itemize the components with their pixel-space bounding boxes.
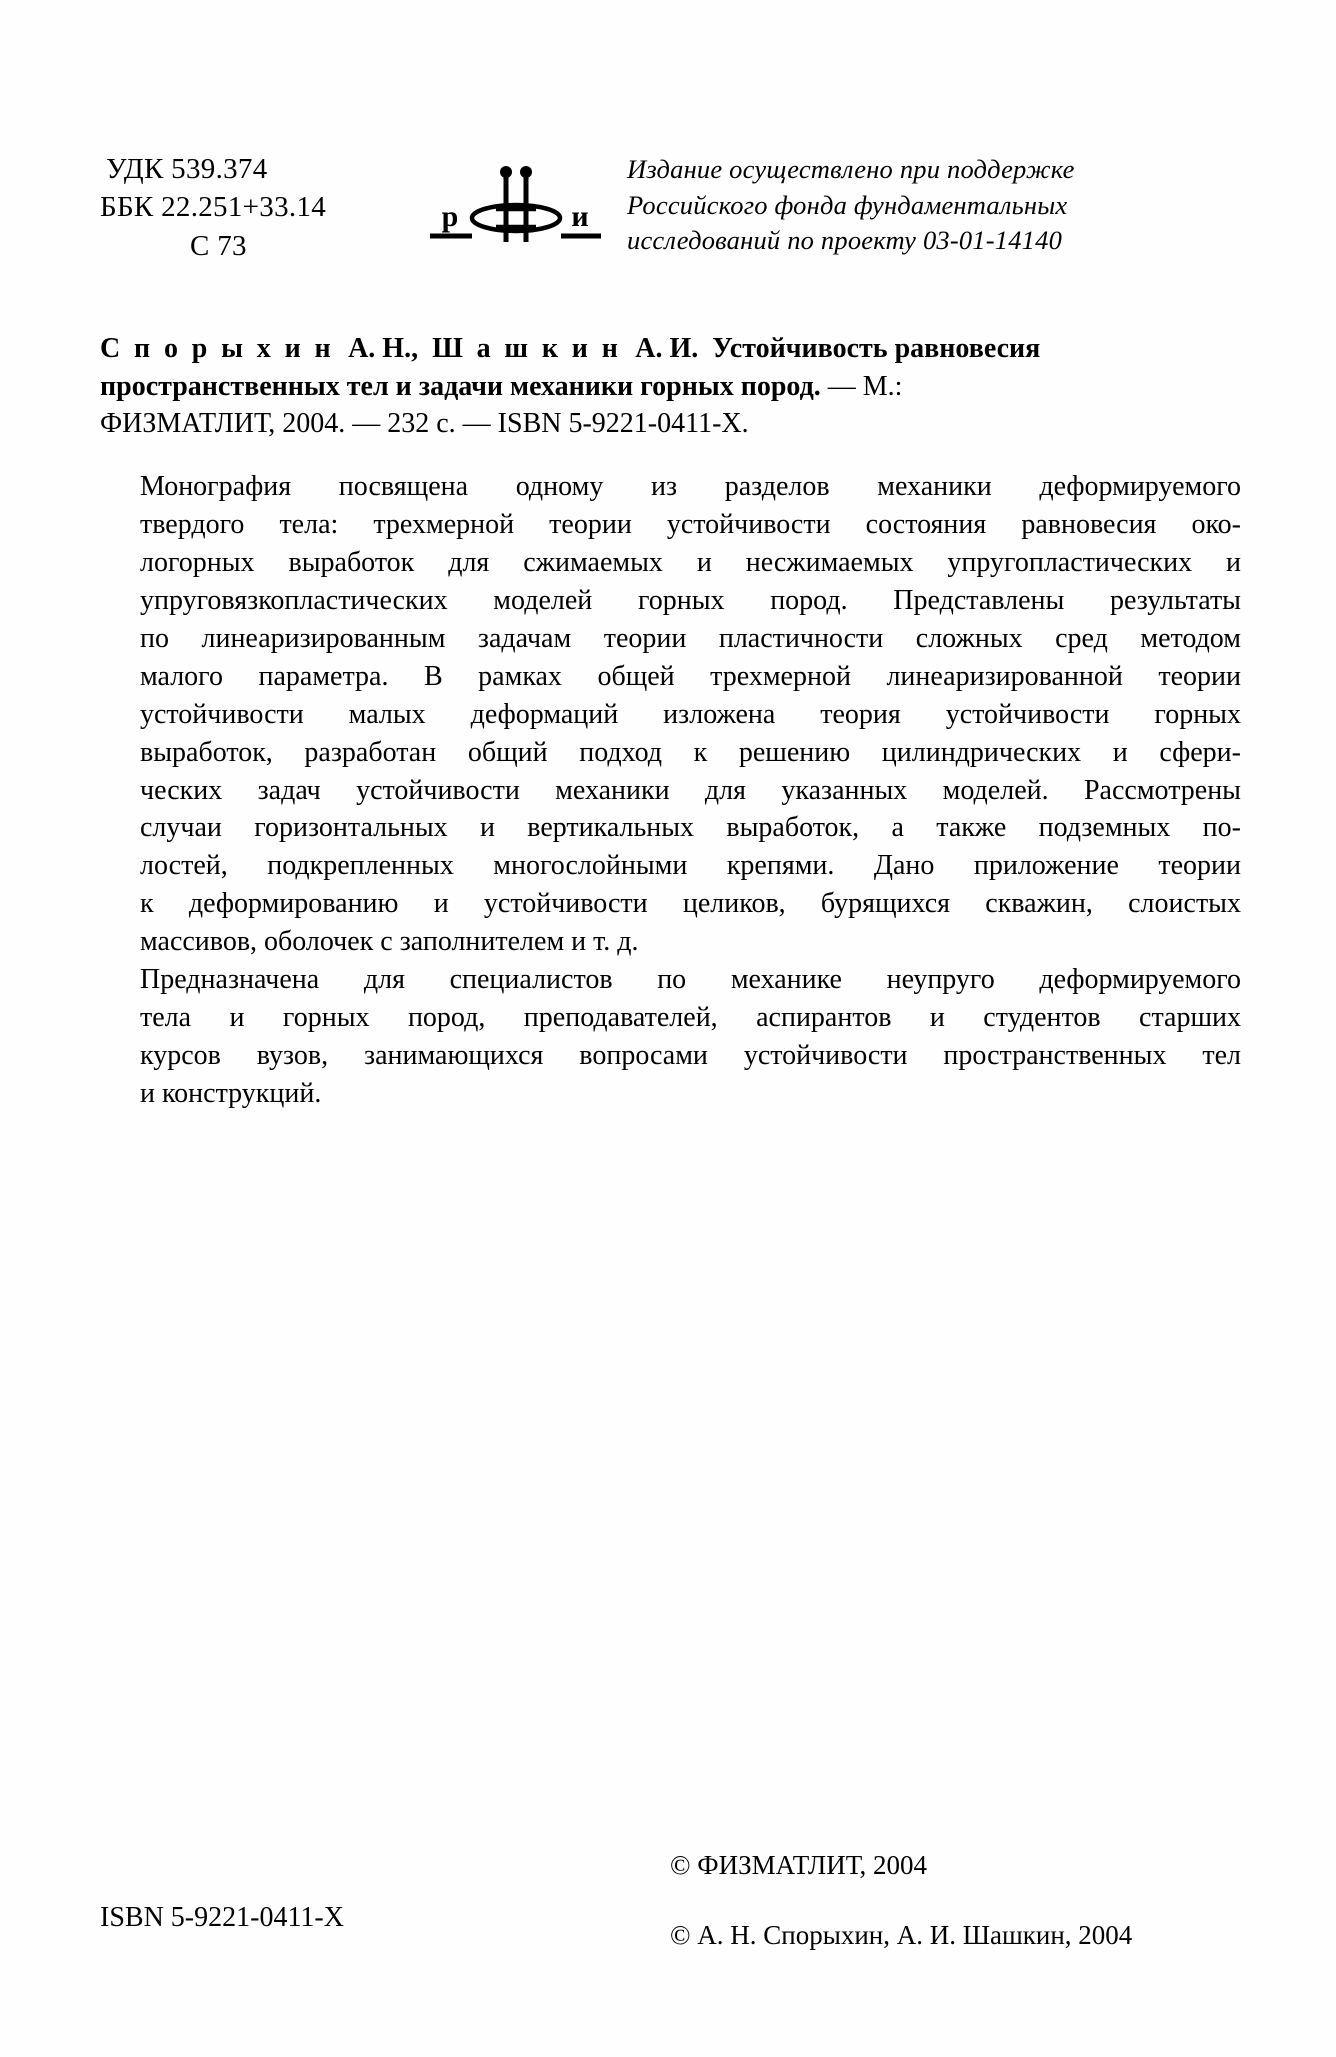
biblio-line-2	[100, 368, 1240, 406]
funding-line-1: Издание осуществлено при поддержке	[627, 154, 1075, 184]
annotation-line: к деформированию и устойчивости целиков, бурящихся скважин, слоистых	[140, 888, 1241, 920]
author-1-surname: С п о р ы х и н	[100, 333, 335, 364]
imprint-header	[100, 150, 1250, 265]
annotation-line: Монография посвящена одному из разделов механики деформируемого	[140, 471, 1241, 502]
footer-isbn: ISBN 5-9221-0411-X	[100, 1902, 344, 1933]
annotation-line: Предназначена для специалистов по механике неупруго деформируемого	[140, 964, 1241, 996]
annotation-line: курсов вузов, занимающихся вопросами устойчивости пространственных тел	[140, 1040, 1241, 1072]
rffi-logo-icon	[428, 154, 603, 250]
annotation-line: тела и горных пород, преподавателей, аспирантов и студентов старших	[140, 1002, 1241, 1034]
funding-line-3: исследований по проекту 03-01-14140	[627, 225, 1063, 255]
annotation-line: по линеаризированным задачам теории пластичности сложных сред методом	[140, 622, 1241, 654]
author-2-initials: А. И.	[635, 333, 699, 364]
annotation-line: устойчивости малых деформаций изложена теория устойчивости горных	[140, 698, 1241, 730]
bibliographic-record	[100, 330, 1240, 443]
classification-codes	[100, 150, 400, 265]
book-title-part-1: Устойчивость равновесия	[712, 333, 1041, 364]
annotation-line: ческих задач устойчивости механики для указанных моделей. Рассмотрены	[140, 774, 1241, 806]
svg-text:р: р	[441, 200, 459, 233]
author-2-surname: Ш а ш к и н	[432, 333, 622, 364]
annotation-line: случаи горизонтальных и вертикальных выработок, а также подземных по-	[140, 812, 1241, 844]
book-title-part-2: пространственных тел и задачи механики горных пород.	[100, 370, 821, 402]
udk-code: УДК 539.374	[106, 153, 268, 185]
funding-note	[627, 150, 1075, 259]
copyright-block	[670, 1830, 1132, 1970]
annotation-line: выработок, разработан общий подход к решению цилиндрических и сфери-	[140, 736, 1241, 768]
funding-line-2: Российского фонда фундаментальных	[627, 189, 1068, 220]
biblio-line-1	[100, 330, 1240, 368]
annotation-line: малого параметра. В рамках общей трехмерной линеаризированной теории	[140, 660, 1241, 692]
imprint-city: — М.:	[820, 370, 903, 402]
page-footer	[0, 1830, 1336, 1970]
annotation-line: лостей, подкрепленных многослойными крепями. Дано приложение теории	[140, 850, 1241, 882]
copyright-authors: © А. Н. Спорыхин, А. И. Шашкин, 2004	[670, 1920, 1133, 1951]
annotation-paragraph-1	[100, 468, 1241, 961]
rffi-logo	[428, 154, 603, 250]
annotation-line: массивов, оболочек с заполнителем и т. д.	[140, 926, 639, 958]
copyright-publisher: © ФИЗМАТЛИТ, 2004	[670, 1850, 928, 1880]
annotation-line: логорных выработок для сжимаемых и несжимаемых упругопластических и	[140, 546, 1241, 578]
biblio-line-3: ФИЗМАТЛИТ, 2004. — 232 с. — ISBN 5-9221-0411-X.	[100, 408, 749, 440]
bbk-code: ББК 22.251+33.14	[100, 191, 327, 224]
annotation-line: и конструкций.	[140, 1078, 322, 1109]
author-1-initials: А. Н.,	[348, 333, 419, 364]
annotation-line: упруговязкопластических моделей горных пород. Представлены результаты	[140, 584, 1241, 616]
annotation-paragraph-2	[100, 961, 1241, 1113]
annotation-line: твердого тела: трехмерной теории устойчивости состояния равновесия око-	[140, 508, 1241, 540]
cutter-code: С 73	[190, 229, 247, 262]
svg-text:и: и	[571, 200, 589, 233]
annotation-text	[100, 468, 1241, 1113]
